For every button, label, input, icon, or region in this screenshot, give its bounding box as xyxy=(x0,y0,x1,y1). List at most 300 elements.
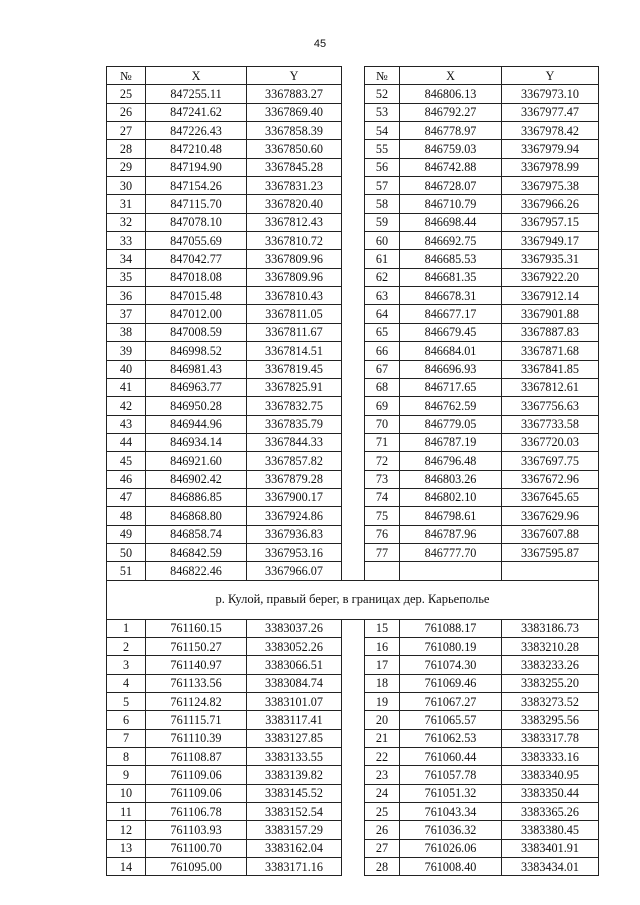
coord-y: 3367901.88 xyxy=(502,305,599,323)
coord-x: 846696.93 xyxy=(400,360,502,378)
coord-y: 3367879.28 xyxy=(247,470,342,488)
coord-x: 847115.70 xyxy=(146,195,247,213)
coord-x: 847226.43 xyxy=(146,122,247,140)
coord-x: 846777.70 xyxy=(400,543,502,561)
point-num: 51 xyxy=(107,562,146,580)
point-num: 11 xyxy=(107,803,146,821)
header-x-right: X xyxy=(400,67,502,85)
coord-x: 846798.61 xyxy=(400,507,502,525)
coord-x: 847018.08 xyxy=(146,268,247,286)
coord-y: 3367810.43 xyxy=(247,287,342,305)
coord-x: 761057.78 xyxy=(400,766,502,784)
column-gap xyxy=(342,452,365,470)
header-y-left: Y xyxy=(247,67,342,85)
table-row xyxy=(107,177,599,195)
coord-y: 3367857.82 xyxy=(247,452,342,470)
coord-x: 847255.11 xyxy=(146,85,247,103)
coord-y: 3367973.10 xyxy=(502,85,599,103)
table-row xyxy=(107,158,599,176)
point-num: 70 xyxy=(365,415,400,433)
point-num: 44 xyxy=(107,433,146,451)
coord-x: 761100.70 xyxy=(146,839,247,857)
point-num: 54 xyxy=(365,122,400,140)
point-num: 21 xyxy=(365,729,400,747)
coord-x: 846728.07 xyxy=(400,177,502,195)
coord-x: 761065.57 xyxy=(400,711,502,729)
coord-y: 3367845.28 xyxy=(247,158,342,176)
header-x-left: X xyxy=(146,67,247,85)
column-gap xyxy=(342,342,365,360)
coord-y: 3367858.39 xyxy=(247,122,342,140)
point-num: 71 xyxy=(365,433,400,451)
column-gap xyxy=(342,378,365,396)
coord-x: 761074.30 xyxy=(400,656,502,674)
section-title: р. Кулой, правый берег, в границах дер. Карьеполье xyxy=(107,580,599,619)
point-num: 36 xyxy=(107,287,146,305)
header-num-left: № xyxy=(107,67,146,85)
column-gap xyxy=(342,748,365,766)
coord-x: 846886.85 xyxy=(146,488,247,506)
coord-x: 761088.17 xyxy=(400,619,502,637)
column-gap xyxy=(342,543,365,561)
column-gap xyxy=(342,158,365,176)
coord-y: 3367912.14 xyxy=(502,287,599,305)
point-num: 5 xyxy=(107,693,146,711)
coord-y: 3367966.26 xyxy=(502,195,599,213)
coord-x: 847012.00 xyxy=(146,305,247,323)
table-row xyxy=(107,821,599,839)
coord-y: 3367900.17 xyxy=(247,488,342,506)
coord-y: 3383152.54 xyxy=(247,803,342,821)
table-row xyxy=(107,543,599,561)
table-row xyxy=(107,858,599,876)
point-num: 50 xyxy=(107,543,146,561)
coord-x: 846950.28 xyxy=(146,397,247,415)
column-gap xyxy=(342,729,365,747)
coord-x: 846842.59 xyxy=(146,543,247,561)
point-num: 48 xyxy=(107,507,146,525)
point-num xyxy=(365,562,400,580)
point-num: 46 xyxy=(107,470,146,488)
point-num: 27 xyxy=(365,839,400,857)
header-row xyxy=(107,67,599,85)
coord-x: 846762.59 xyxy=(400,397,502,415)
table-row xyxy=(107,287,599,305)
point-num: 18 xyxy=(365,674,400,692)
point-num: 42 xyxy=(107,397,146,415)
point-num: 9 xyxy=(107,766,146,784)
coord-y: 3367595.87 xyxy=(502,543,599,561)
coord-y: 3367935.31 xyxy=(502,250,599,268)
coord-y: 3383157.29 xyxy=(247,821,342,839)
coord-y: 3383066.51 xyxy=(247,656,342,674)
column-gap xyxy=(342,507,365,525)
coord-y: 3383333.16 xyxy=(502,748,599,766)
coord-y: 3383295.56 xyxy=(502,711,599,729)
coord-y: 3367835.79 xyxy=(247,415,342,433)
coord-y: 3383139.82 xyxy=(247,766,342,784)
point-num: 34 xyxy=(107,250,146,268)
coord-x: 761067.27 xyxy=(400,693,502,711)
coord-y: 3367936.83 xyxy=(247,525,342,543)
coord-y: 3383365.26 xyxy=(502,803,599,821)
coord-x: 846822.46 xyxy=(146,562,247,580)
coord-y: 3383401.91 xyxy=(502,839,599,857)
point-num: 33 xyxy=(107,232,146,250)
coord-y: 3367978.99 xyxy=(502,158,599,176)
coord-y: 3383380.45 xyxy=(502,821,599,839)
point-num: 61 xyxy=(365,250,400,268)
column-gap xyxy=(342,433,365,451)
table-row xyxy=(107,562,599,580)
column-gap xyxy=(342,766,365,784)
coord-y: 3367810.72 xyxy=(247,232,342,250)
point-num: 13 xyxy=(107,839,146,857)
table-row xyxy=(107,305,599,323)
column-gap xyxy=(342,562,365,580)
coord-x: 761133.56 xyxy=(146,674,247,692)
point-num: 59 xyxy=(365,213,400,231)
coord-y: 3367629.96 xyxy=(502,507,599,525)
coord-y: 3383145.52 xyxy=(247,784,342,802)
coord-x: 846944.96 xyxy=(146,415,247,433)
coord-x: 761124.82 xyxy=(146,693,247,711)
point-num: 62 xyxy=(365,268,400,286)
coord-x: 846792.27 xyxy=(400,103,502,121)
coord-y: 3367832.75 xyxy=(247,397,342,415)
point-num: 10 xyxy=(107,784,146,802)
column-gap xyxy=(342,250,365,268)
point-num: 25 xyxy=(107,85,146,103)
coord-x: 846858.74 xyxy=(146,525,247,543)
coord-y: 3367820.40 xyxy=(247,195,342,213)
coord-y: 3383052.26 xyxy=(247,637,342,655)
coord-y: 3383186.73 xyxy=(502,619,599,637)
point-num: 60 xyxy=(365,232,400,250)
coord-y: 3367850.60 xyxy=(247,140,342,158)
coord-x: 846868.80 xyxy=(146,507,247,525)
coord-x: 761115.71 xyxy=(146,711,247,729)
column-gap xyxy=(342,784,365,802)
coord-x: 847210.48 xyxy=(146,140,247,158)
point-num: 66 xyxy=(365,342,400,360)
coord-y: 3383273.52 xyxy=(502,693,599,711)
column-gap xyxy=(342,323,365,341)
point-num: 14 xyxy=(107,858,146,876)
header-y-right: Y xyxy=(502,67,599,85)
coord-y: 3383350.44 xyxy=(502,784,599,802)
point-num: 4 xyxy=(107,674,146,692)
coord-x: 846692.75 xyxy=(400,232,502,250)
coord-x: 847015.48 xyxy=(146,287,247,305)
coord-y: 3367953.16 xyxy=(247,543,342,561)
point-num: 65 xyxy=(365,323,400,341)
table-row xyxy=(107,488,599,506)
coord-x: 761069.46 xyxy=(400,674,502,692)
coord-x: 761080.19 xyxy=(400,637,502,655)
point-num: 15 xyxy=(365,619,400,637)
coord-y: 3367922.20 xyxy=(502,268,599,286)
table-row xyxy=(107,766,599,784)
column-gap xyxy=(342,140,365,158)
table-row xyxy=(107,711,599,729)
point-num: 68 xyxy=(365,378,400,396)
point-num: 8 xyxy=(107,748,146,766)
column-gap xyxy=(342,693,365,711)
table-row xyxy=(107,122,599,140)
table-row xyxy=(107,839,599,857)
point-num: 17 xyxy=(365,656,400,674)
coord-y: 3367645.65 xyxy=(502,488,599,506)
point-num: 12 xyxy=(107,821,146,839)
coord-y: 3367697.75 xyxy=(502,452,599,470)
coord-x: 846778.97 xyxy=(400,122,502,140)
coord-y: 3367966.07 xyxy=(247,562,342,580)
point-num: 32 xyxy=(107,213,146,231)
point-num: 45 xyxy=(107,452,146,470)
table-row xyxy=(107,656,599,674)
point-num: 57 xyxy=(365,177,400,195)
coord-x: 761108.87 xyxy=(146,748,247,766)
table-row xyxy=(107,213,599,231)
coord-y: 3367831.23 xyxy=(247,177,342,195)
coord-x: 846759.03 xyxy=(400,140,502,158)
coord-x: 761060.44 xyxy=(400,748,502,766)
coord-x: 761109.06 xyxy=(146,766,247,784)
table-row xyxy=(107,378,599,396)
column-gap xyxy=(342,360,365,378)
table-row xyxy=(107,619,599,637)
coord-x: 846679.45 xyxy=(400,323,502,341)
coord-x: 846698.44 xyxy=(400,213,502,231)
coord-x: 846678.31 xyxy=(400,287,502,305)
point-num: 74 xyxy=(365,488,400,506)
point-num: 28 xyxy=(107,140,146,158)
coord-x: 847055.69 xyxy=(146,232,247,250)
point-num: 26 xyxy=(107,103,146,121)
coord-x: 846681.35 xyxy=(400,268,502,286)
coord-y: 3383101.07 xyxy=(247,693,342,711)
coord-x: 847154.26 xyxy=(146,177,247,195)
table-row xyxy=(107,729,599,747)
coord-x: 761109.06 xyxy=(146,784,247,802)
coord-x: 847078.10 xyxy=(146,213,247,231)
coord-y: 3367949.17 xyxy=(502,232,599,250)
point-num: 67 xyxy=(365,360,400,378)
header-num-right: № xyxy=(365,67,400,85)
point-num: 37 xyxy=(107,305,146,323)
coord-y: 3383317.78 xyxy=(502,729,599,747)
coord-y: 3383171.16 xyxy=(247,858,342,876)
coord-y: 3383233.26 xyxy=(502,656,599,674)
coord-y: 3367814.51 xyxy=(247,342,342,360)
table-row xyxy=(107,268,599,286)
coord-x: 761095.00 xyxy=(146,858,247,876)
coord-x: 761062.53 xyxy=(400,729,502,747)
coord-y: 3383127.85 xyxy=(247,729,342,747)
point-num: 52 xyxy=(365,85,400,103)
point-num: 49 xyxy=(107,525,146,543)
coord-x: 846981.43 xyxy=(146,360,247,378)
table-row xyxy=(107,342,599,360)
column-gap xyxy=(342,839,365,857)
coord-x: 846677.17 xyxy=(400,305,502,323)
table-row xyxy=(107,323,599,341)
point-num: 63 xyxy=(365,287,400,305)
coord-y: 3367957.15 xyxy=(502,213,599,231)
table-row xyxy=(107,85,599,103)
point-num: 55 xyxy=(365,140,400,158)
coord-y: 3367825.91 xyxy=(247,378,342,396)
coord-x: 846802.10 xyxy=(400,488,502,506)
point-num: 43 xyxy=(107,415,146,433)
table-row xyxy=(107,470,599,488)
table-row xyxy=(107,525,599,543)
coord-y: 3367841.85 xyxy=(502,360,599,378)
coord-x: 847042.77 xyxy=(146,250,247,268)
point-num: 72 xyxy=(365,452,400,470)
table-row xyxy=(107,674,599,692)
column-gap xyxy=(342,711,365,729)
coord-y: 3367672.96 xyxy=(502,470,599,488)
coord-y: 3367975.38 xyxy=(502,177,599,195)
coord-x: 846803.26 xyxy=(400,470,502,488)
point-num: 20 xyxy=(365,711,400,729)
coord-x: 846921.60 xyxy=(146,452,247,470)
coord-x: 761043.34 xyxy=(400,803,502,821)
coord-x: 846806.13 xyxy=(400,85,502,103)
column-gap xyxy=(342,821,365,839)
column-gap xyxy=(342,803,365,821)
column-gap xyxy=(342,103,365,121)
coord-x: 846742.88 xyxy=(400,158,502,176)
column-gap xyxy=(342,195,365,213)
coord-y xyxy=(502,562,599,580)
coord-y: 3367883.27 xyxy=(247,85,342,103)
column-gap xyxy=(342,213,365,231)
point-num: 24 xyxy=(365,784,400,802)
point-num: 26 xyxy=(365,821,400,839)
point-num: 2 xyxy=(107,637,146,655)
column-gap xyxy=(342,488,365,506)
column-gap xyxy=(342,268,365,286)
point-num: 19 xyxy=(365,693,400,711)
point-num: 23 xyxy=(365,766,400,784)
table-row xyxy=(107,140,599,158)
point-num: 47 xyxy=(107,488,146,506)
point-num: 56 xyxy=(365,158,400,176)
coord-y: 3367887.83 xyxy=(502,323,599,341)
coord-x: 846934.14 xyxy=(146,433,247,451)
coord-x: 846963.77 xyxy=(146,378,247,396)
coord-x: 761140.97 xyxy=(146,656,247,674)
coord-x: 846787.19 xyxy=(400,433,502,451)
column-gap xyxy=(342,177,365,195)
coord-x: 761150.27 xyxy=(146,637,247,655)
table-row xyxy=(107,452,599,470)
point-num: 22 xyxy=(365,748,400,766)
point-num: 16 xyxy=(365,637,400,655)
coord-y: 3383117.41 xyxy=(247,711,342,729)
table-row xyxy=(107,250,599,268)
column-gap xyxy=(342,287,365,305)
point-num: 28 xyxy=(365,858,400,876)
table-row xyxy=(107,415,599,433)
coord-y: 3383084.74 xyxy=(247,674,342,692)
column-gap xyxy=(342,67,365,85)
point-num: 39 xyxy=(107,342,146,360)
coord-x: 847008.59 xyxy=(146,323,247,341)
point-num: 31 xyxy=(107,195,146,213)
point-num: 69 xyxy=(365,397,400,415)
coord-y: 3367819.45 xyxy=(247,360,342,378)
coord-y: 3367812.61 xyxy=(502,378,599,396)
column-gap xyxy=(342,122,365,140)
point-num: 41 xyxy=(107,378,146,396)
coord-y: 3367811.05 xyxy=(247,305,342,323)
coord-y: 3367809.96 xyxy=(247,268,342,286)
table-row xyxy=(107,748,599,766)
column-gap xyxy=(342,858,365,876)
column-gap xyxy=(342,85,365,103)
coord-y: 3367607.88 xyxy=(502,525,599,543)
table-row xyxy=(107,232,599,250)
coord-x: 761008.40 xyxy=(400,858,502,876)
column-gap xyxy=(342,470,365,488)
coord-x: 761160.15 xyxy=(146,619,247,637)
point-num: 76 xyxy=(365,525,400,543)
column-gap xyxy=(342,232,365,250)
coord-x: 846717.65 xyxy=(400,378,502,396)
coord-y: 3367871.68 xyxy=(502,342,599,360)
column-gap xyxy=(342,415,365,433)
table-row xyxy=(107,784,599,802)
point-num: 73 xyxy=(365,470,400,488)
point-num: 1 xyxy=(107,619,146,637)
point-num: 27 xyxy=(107,122,146,140)
coord-x: 846710.79 xyxy=(400,195,502,213)
coord-y: 3367977.47 xyxy=(502,103,599,121)
coord-x: 846685.53 xyxy=(400,250,502,268)
coordinates-table xyxy=(106,66,599,876)
coord-x xyxy=(400,562,502,580)
coord-x: 846998.52 xyxy=(146,342,247,360)
coord-y: 3383162.04 xyxy=(247,839,342,857)
coord-x: 761103.93 xyxy=(146,821,247,839)
coord-y: 3367979.94 xyxy=(502,140,599,158)
coord-y: 3367756.63 xyxy=(502,397,599,415)
coord-x: 761110.39 xyxy=(146,729,247,747)
table-row xyxy=(107,433,599,451)
coord-y: 3367844.33 xyxy=(247,433,342,451)
coord-y: 3367869.40 xyxy=(247,103,342,121)
table-row xyxy=(107,195,599,213)
point-num: 64 xyxy=(365,305,400,323)
table-row xyxy=(107,637,599,655)
table-row xyxy=(107,803,599,821)
column-gap xyxy=(342,525,365,543)
coord-x: 847194.90 xyxy=(146,158,247,176)
section-title-row xyxy=(107,580,599,619)
coord-y: 3383037.26 xyxy=(247,619,342,637)
coord-x: 761026.06 xyxy=(400,839,502,857)
column-gap xyxy=(342,656,365,674)
coord-x: 846779.05 xyxy=(400,415,502,433)
coord-y: 3383133.55 xyxy=(247,748,342,766)
point-num: 6 xyxy=(107,711,146,729)
table-row xyxy=(107,397,599,415)
coord-y: 3367809.96 xyxy=(247,250,342,268)
